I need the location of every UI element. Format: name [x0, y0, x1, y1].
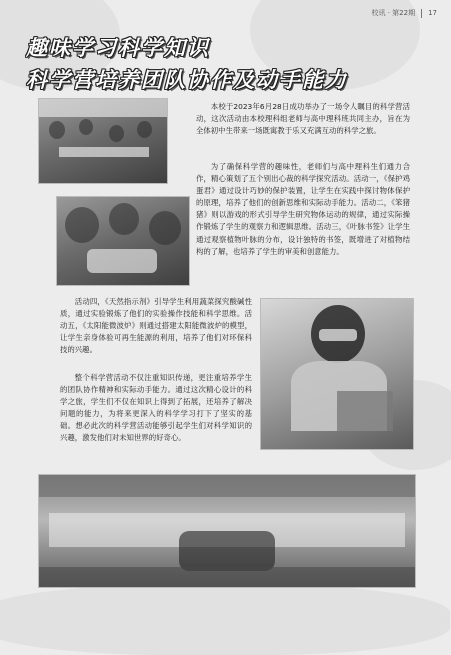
paragraph-activities-1-3: 为了确保科学营的趣味性，老师们与高中理科生们通力合作，精心策划了五个别出心裁的科学探究活动。活动一，《保护鸡蛋君》通过设计巧妙的保护装置，让学生在实践中探讨物体保护的原理，培养了他们的创新思维和实际动手能力。活动二，《笨猪猪》则以游戏的形式引导学生研究物体运动的规律，通过实际操作锻炼了学生的观察力和逻辑思维。活动三，《叶脉书签》让学生通过观察植物叶脉的分布，设计独特的书签，既增进了对植物结构的了解，也培养了学生的审美和创意能力。: [196, 162, 410, 256]
background-leaf-decoration: [0, 585, 450, 655]
paragraph-intro: 本校于2023年6月28日成功举办了一场令人瞩目的科学营活动，这次活动由本校理科组老师与高中理科班共同主办，旨在为全体初中生带来一场既寓教于乐又充满互动的科学之旅。: [196, 102, 410, 136]
page-subtitle: 科学营培养团队协作及动手能力: [26, 68, 348, 92]
photo-students-experiment: [56, 196, 190, 286]
header-divider: [421, 9, 422, 18]
section-label: 校讯 · 第22期: [371, 9, 416, 17]
photo-student-apparatus: [260, 298, 414, 450]
photo-group: [38, 474, 416, 588]
photo-students-lab: [38, 98, 168, 184]
page-number: 17: [428, 9, 437, 17]
paragraph-activities-4-5: 活动四，《天然指示剂》引导学生利用蔬菜探究酸碱性质，通过实验锻炼了他们的实验操作技能和科学思维。活动五，《太阳能微波炉》则通过搭建太阳能微波炉的模型，让学生亲身体验可再生能源的利用，培养了他们对环保科技的兴趣。: [60, 297, 252, 355]
page-title: 趣味学习科学知识: [26, 36, 210, 60]
page-header: [371, 8, 437, 18]
paragraph-conclusion: 整个科学营活动不仅注重知识传递，更注重培养学生的团队协作精神和实际动手能力。通过这次精心设计的科学之旅，学生们不仅在知识上得到了拓展，还培养了解决问题的能力，为将来更深入的科学学习打下了坚实的基础。想必此次的科学营活动能够引起学生们对科学知识的兴趣，激发他们对未知世界的好奇心。: [60, 373, 252, 443]
